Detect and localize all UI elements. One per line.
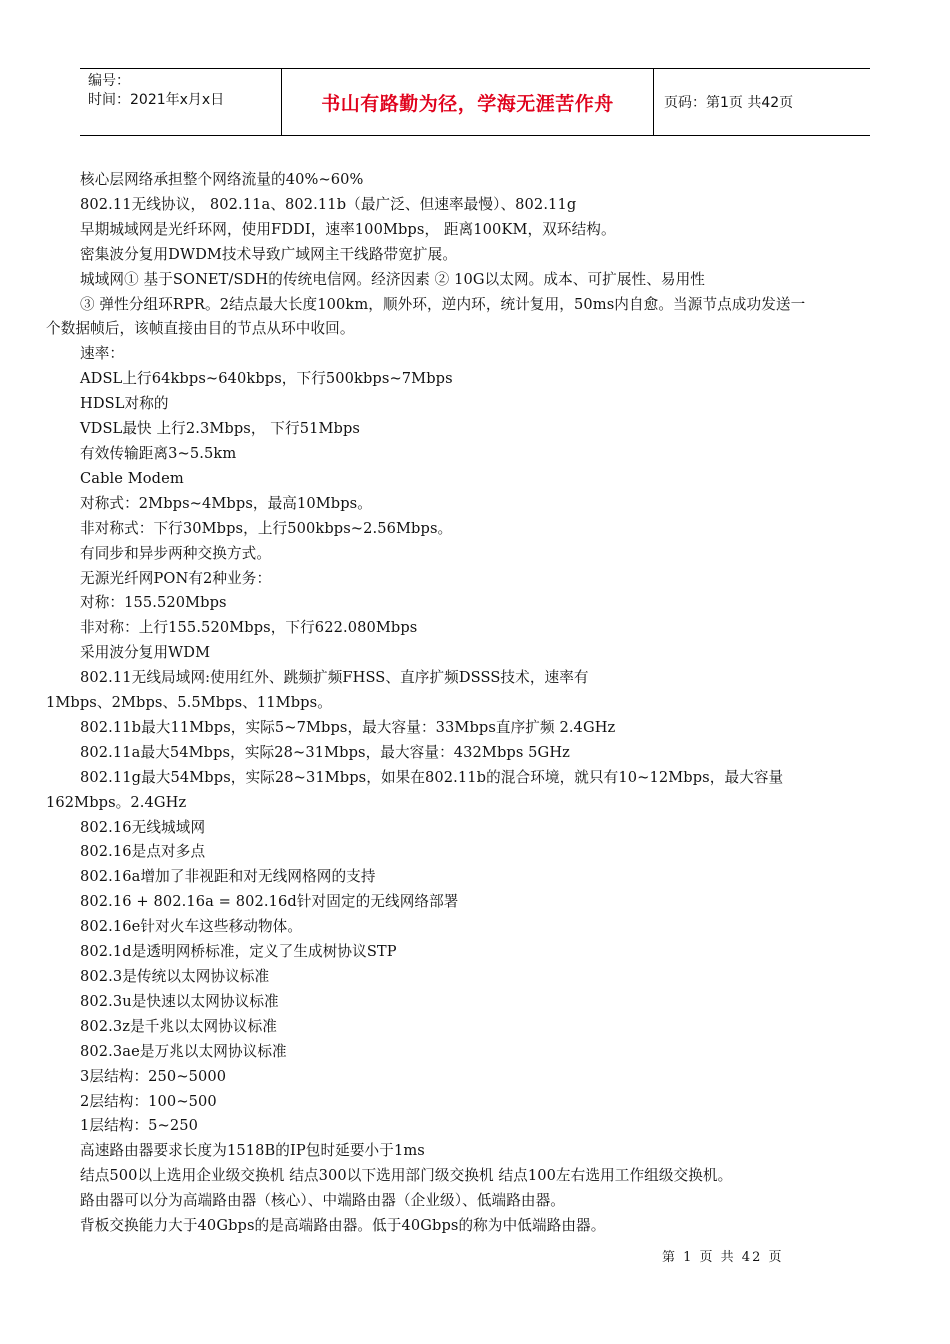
document-body	[46, 168, 896, 1239]
date-label: 时间：2021年x月x日	[88, 92, 225, 108]
text-line: 802.16a增加了非视距和对无线网格网的支持	[80, 868, 376, 886]
page-header	[80, 68, 870, 136]
text-line: 非对称：上行155.520Mbps，下行622.080Mbps	[80, 619, 418, 637]
text-line: 3层结构：250~5000	[80, 1067, 227, 1085]
text-line: 早期城域网是光纤环网，使用FDDI，速率100Mbps， 距离100KM，双环结构。	[80, 220, 616, 238]
text-line: 802.11a最大54Mbps，实际28~31Mbps，最大容量：432Mbps 5GHz	[80, 743, 570, 761]
text-line: 有同步和异步两种交换方式。	[80, 544, 272, 562]
text-line: 802.11b最大11Mbps，实际5~7Mbps，最大容量：33Mbps直序扩频 2.4GHz	[80, 718, 616, 736]
text-line: 802.1d是透明网桥标准，定义了生成树协议STP	[80, 943, 397, 961]
text-line: HDSL对称的	[80, 395, 169, 413]
header-motto: 书山有路勤为径，学海无涯苦作舟	[282, 69, 654, 135]
text-line: 结点500以上选用企业级交换机 结点300以下选用部门级交换机 结点100左右选用工作组级交换机。	[80, 1167, 733, 1185]
text-line: Cable Modem	[80, 469, 184, 487]
text-line: 城域网① 基于SONET/SDH的传统电信网。经济因素 ② 10G以太网。成本、可扩展性、易用性	[80, 270, 706, 288]
text-line: 802.16e针对火车这些移动物体。	[80, 918, 303, 936]
text-line: 802.3z是千兆以太网协议标准	[80, 1017, 278, 1035]
text-line: 1Mbps、2Mbps、5.5Mbps、11Mbps。	[46, 694, 332, 712]
text-line: 1层结构：5~250	[80, 1117, 199, 1135]
text-line: 速率：	[80, 345, 125, 363]
header-meta	[80, 69, 282, 135]
text-line: 802.11g最大54Mbps，实际28~31Mbps，如果在802.11b的混合环境，就只有10~12Mbps，最大容量	[80, 768, 784, 786]
text-line: 802.3是传统以太网协议标准	[80, 968, 270, 985]
text-line: 有效传输距离3~5.5km	[80, 444, 237, 462]
text-line: 密集波分复用DWDM技术导致广域网主干线路带宽扩展。	[80, 245, 458, 263]
text-line: 无源光纤网PON有2种业务：	[80, 569, 272, 587]
text-line: 非对称式：下行30Mbps，上行500kbps~2.56Mbps。	[80, 519, 453, 537]
text-line: 802.3u是快速以太网协议标准	[80, 992, 279, 1010]
text-line: VDSL最快 上行2.3Mbps， 下行51Mbps	[80, 420, 360, 438]
text-line: 对称式：2Mbps~4Mbps，最高10Mbps。	[80, 494, 372, 512]
text-line: ADSL上行64kbps~640kbps，下行500kbps~7Mbps	[80, 370, 453, 388]
text-line: 802.11无线局域网:使用红外、跳频扩频FHSS、直序扩频DSSS技术，速率有	[80, 669, 589, 687]
text-line: 路由器可以分为高端路由器（核心）、中端路由器（企业级）、低端路由器。	[80, 1192, 565, 1210]
text-line: 采用波分复用WDM	[80, 644, 211, 662]
text-line: 核心层网络承担整个网络流量的40%~60%	[80, 171, 364, 188]
text-line: 802.16 + 802.16a = 802.16d针对固定的无线网络部署	[80, 893, 459, 911]
header-page-label: 页码：第1页 共42页	[664, 95, 794, 111]
text-line: 802.3ae是万兆以太网协议标准	[80, 1042, 287, 1060]
text-line: 162Mbps。2.4GHz	[46, 793, 187, 811]
text-line: 个数据帧后，该帧直接由目的节点从环中收回。	[46, 320, 355, 338]
number-label: 编号：	[88, 73, 130, 89]
text-line: 2层结构：100~500	[80, 1092, 217, 1110]
text-line: 对称：155.520Mbps	[80, 594, 227, 612]
text-line: 背板交换能力大于40Gbps的是高端路由器。低于40Gbps的称为中低端路由器。	[80, 1217, 606, 1235]
text-line: 高速路由器要求长度为1518B的IP包时延要小于1ms	[80, 1142, 425, 1160]
text-line: 802.11无线协议， 802.11a、802.11b（最广泛、但速率最慢）、802.11g	[80, 195, 577, 213]
text-line: 802.16是点对多点	[80, 843, 206, 861]
page-footer: 第 1 页 共 42 页	[662, 1250, 784, 1265]
text-line: 802.16无线城域网	[80, 818, 206, 836]
text-line: ③ 弹性分组环RPR。2结点最大长度100km，顺外环，逆内环，统计复用，50ms内自愈。当源节点成功发送一	[80, 295, 806, 313]
